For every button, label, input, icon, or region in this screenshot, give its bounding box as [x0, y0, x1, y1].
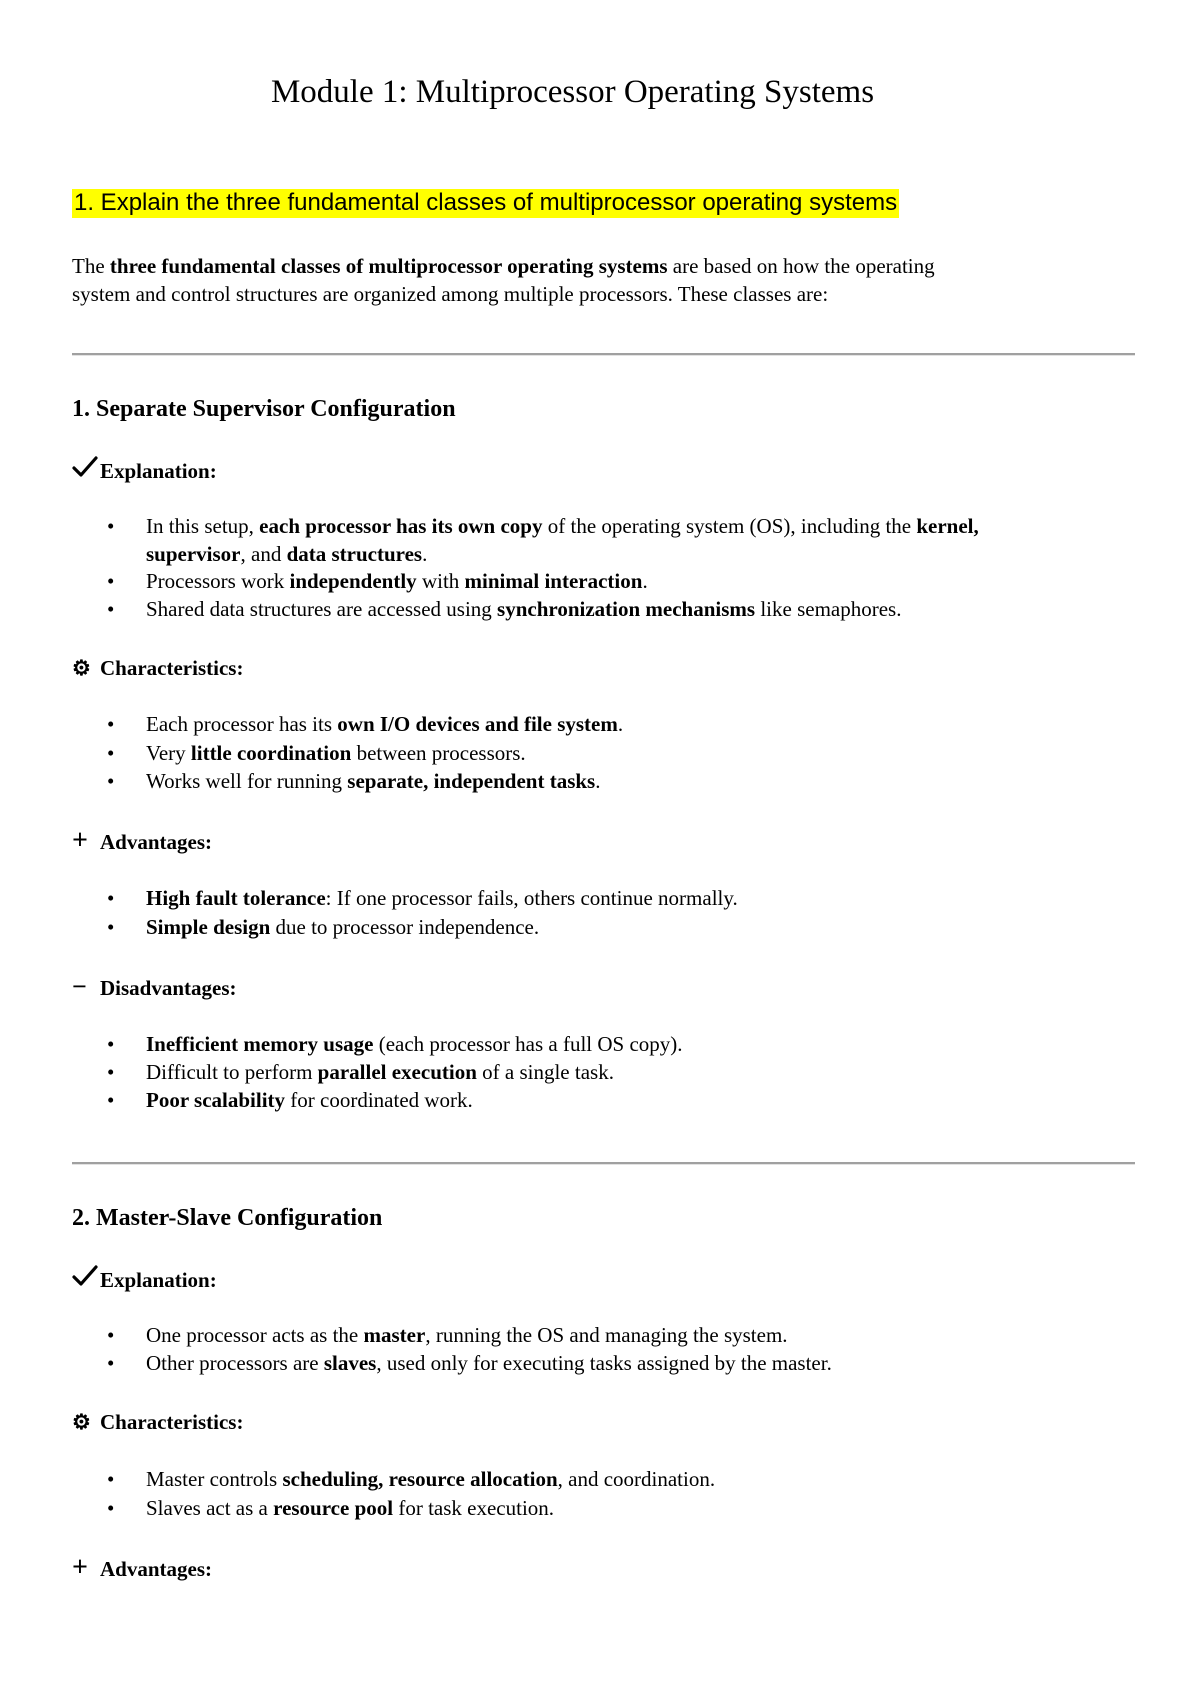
question-highlight: 1. Explain the three fundamental classes of multiprocessor operating systems	[74, 189, 898, 216]
plus-icon: +	[72, 1552, 88, 1583]
section1-characteristics-label: ⚙ Characteristics:	[72, 656, 244, 680]
question-heading	[72, 187, 899, 219]
section2-advantages-label: + Advantages:	[72, 1552, 213, 1583]
intro-line-2: system and control structures are organized among multiple processors. These classes are:	[72, 282, 829, 306]
section-divider	[72, 1162, 1135, 1165]
section1-advantages-label: + Advantages:	[72, 825, 213, 856]
gear-icon: ⚙	[72, 656, 91, 680]
section1-disadvantages-label: − Disadvantages:	[72, 972, 237, 1001]
page-title: Module 1: Multiprocessor Operating Systems	[270, 74, 875, 110]
section2-heading: 2. Master-Slave Configuration	[72, 1205, 383, 1231]
section1-explanation-label: Explanation:	[72, 456, 217, 485]
check-icon	[72, 456, 100, 485]
check-icon	[72, 1265, 100, 1294]
section1-heading: 1. Separate Supervisor Configuration	[72, 396, 456, 422]
gear-icon: ⚙	[72, 1410, 91, 1434]
section-divider	[72, 353, 1135, 356]
intro-line-1: The three fundamental classes of multiprocessor operating systems are based on how the operating	[72, 254, 935, 278]
section2-characteristics-label: ⚙ Characteristics:	[72, 1410, 244, 1434]
minus-icon: −	[72, 972, 87, 1001]
plus-icon: +	[72, 825, 88, 856]
section2-explanation-label: Explanation:	[72, 1265, 217, 1294]
document-page: Module 1: Multiprocessor Operating Systems 1. Explain the three fundamental classes of multiprocessor operating systems The three fundamental classes of multiprocessor operating systems are based on how the operating system and control structures are organized among multiple processors. These classes are: 1. Separate Supervisor Configuration Explanation: • In this setup, each processor has its own copy of the operating system (OS), including the kernel, supervisor, and data structures. • Processors work independently with minimal interaction. • Shared data structures are accessed using synchronization mechanisms like semaphores. ⚙ Characteristics: • Each processor has its own I/O devices and file system. • Very little coordination between processors. • Works well for running separate, independent tasks. + Advantages: • High fault tolerance: If one processor fails, others continue normally. • Simple design due to processor independence. − Disadvantages: • Inefficient memory usage (each processor has a full OS copy). • Difficult to perform parallel execution of a single task. • Poor scalability for coordinated work. 2. Master-Slave Configuration Explanation: • One processor acts as the master, running the OS and managing the system. • Other processors are slaves, used only for executing tasks assigned by the master. ⚙ Characteristics: • Master controls scheduling, resource allocation, and coordination. • Slaves act as a resource pool for task execution. + Advantages:	[0, 0, 1200, 1696]
